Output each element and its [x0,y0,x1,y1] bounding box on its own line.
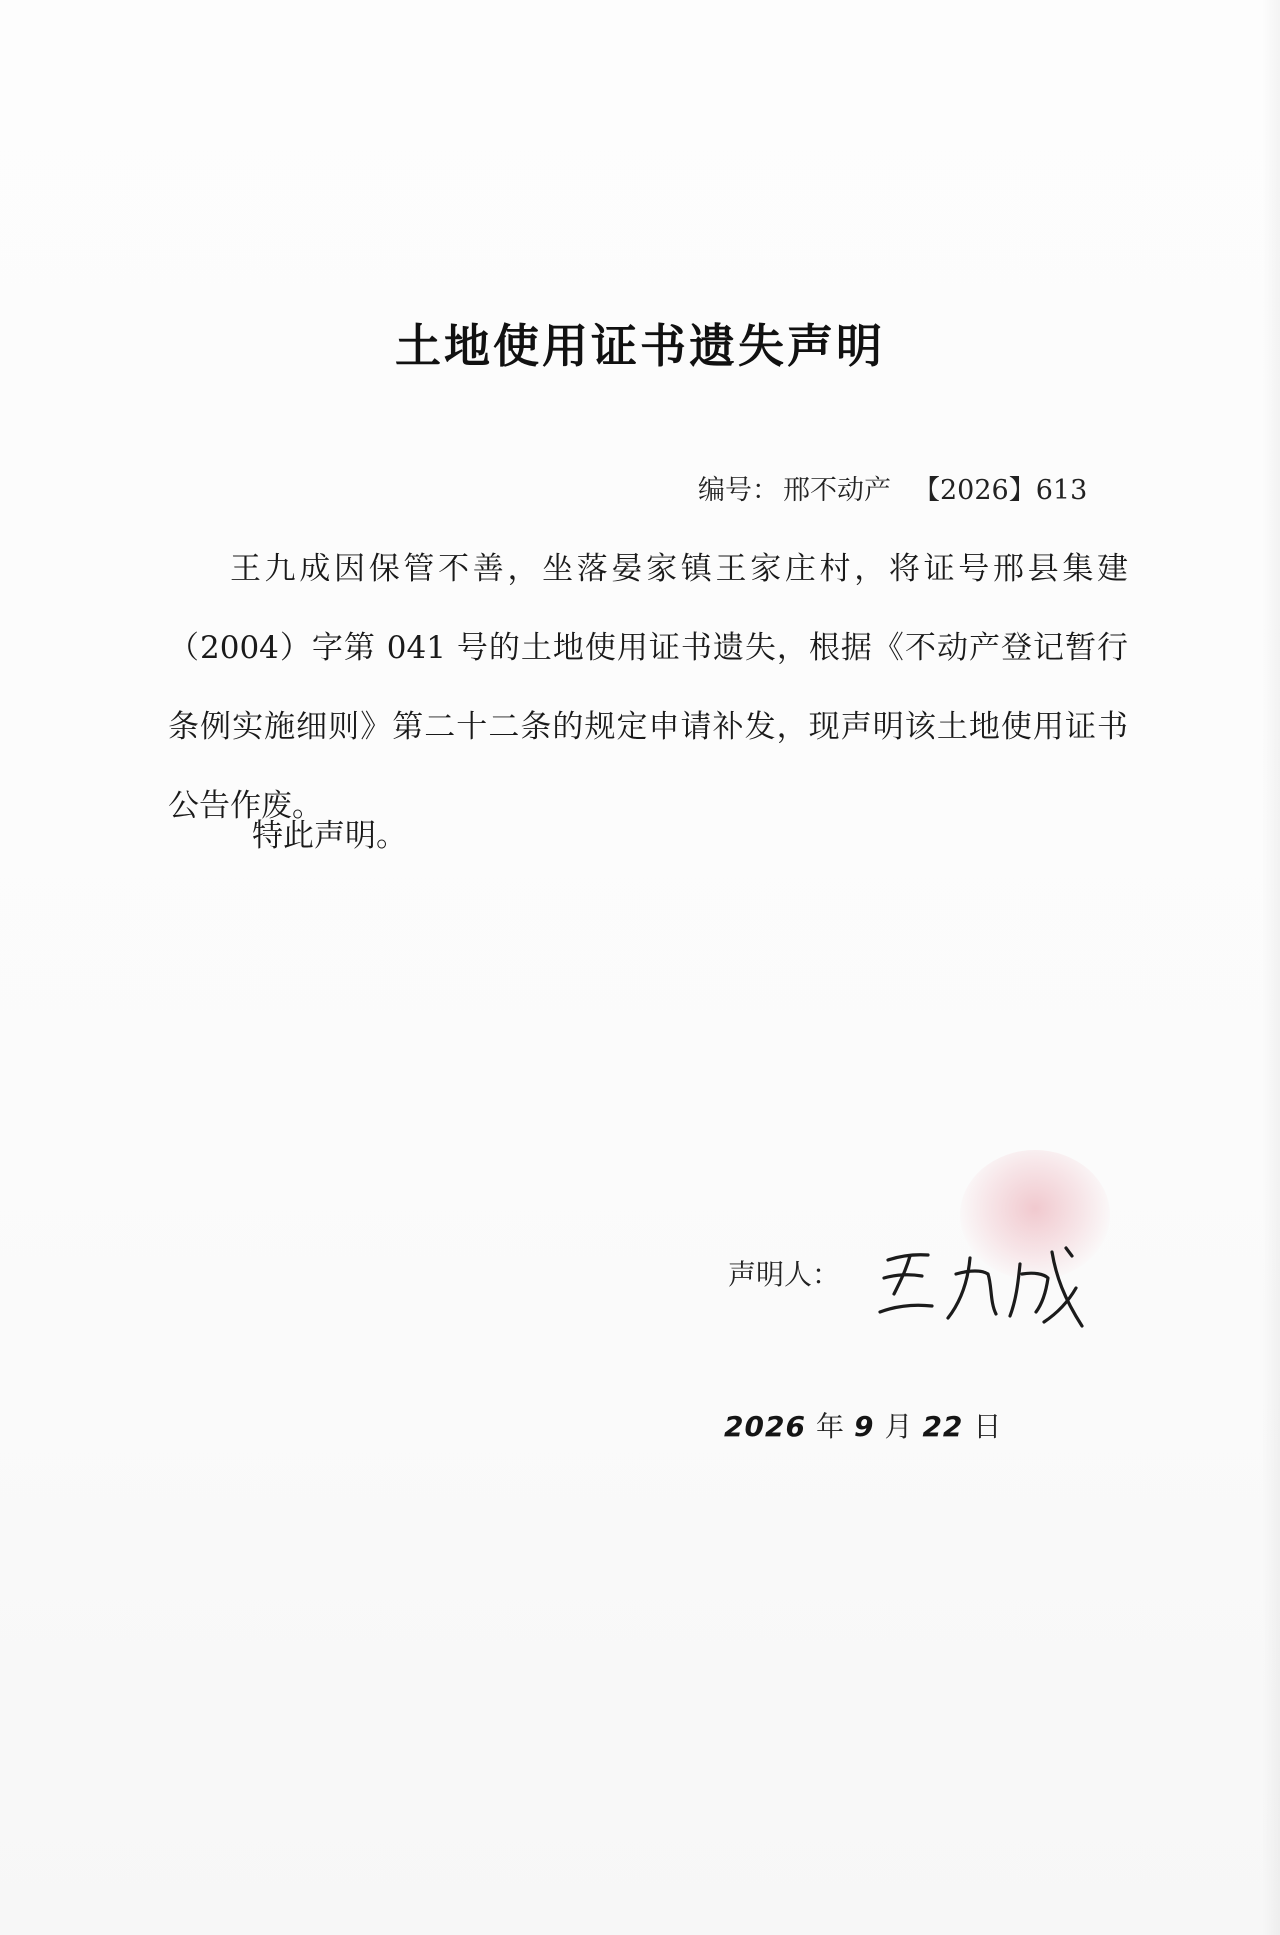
closing-statement: 特此声明。 [252,818,407,854]
document-number-issuer: 邢不动产 [783,475,891,506]
document-number-serial: 613 [1035,475,1088,506]
document-body [168,530,1128,846]
date-month: 9 [853,1410,875,1443]
signature-date [724,1405,1011,1455]
date-month-unit: 月 [884,1410,913,1443]
document-number-label: 编号： [698,475,779,506]
date-day-unit: 日 [973,1410,1002,1443]
date-year-unit: 年 [815,1410,844,1443]
document-title: 土地使用证书遗失声明 [395,319,885,373]
page-edge-shadow [1262,0,1280,1935]
handwritten-signature [870,1230,1090,1340]
date-day: 22 [922,1410,964,1443]
document-number-year: 【2026】 [913,475,1036,506]
declarant-label: 声明人： [728,1258,841,1291]
body-paragraph: 王九成因保管不善，坐落晏家镇王家庄村，将证号邢县集建（2004）字第 041 号的土地使用证书遗失，根据《不动产登记暂行条例实施细则》第二十二条的规定申请补发，现声明该土地使用证书公告作废。 [168,551,1128,824]
document-number [698,468,1087,507]
date-year: 2026 [724,1410,806,1443]
